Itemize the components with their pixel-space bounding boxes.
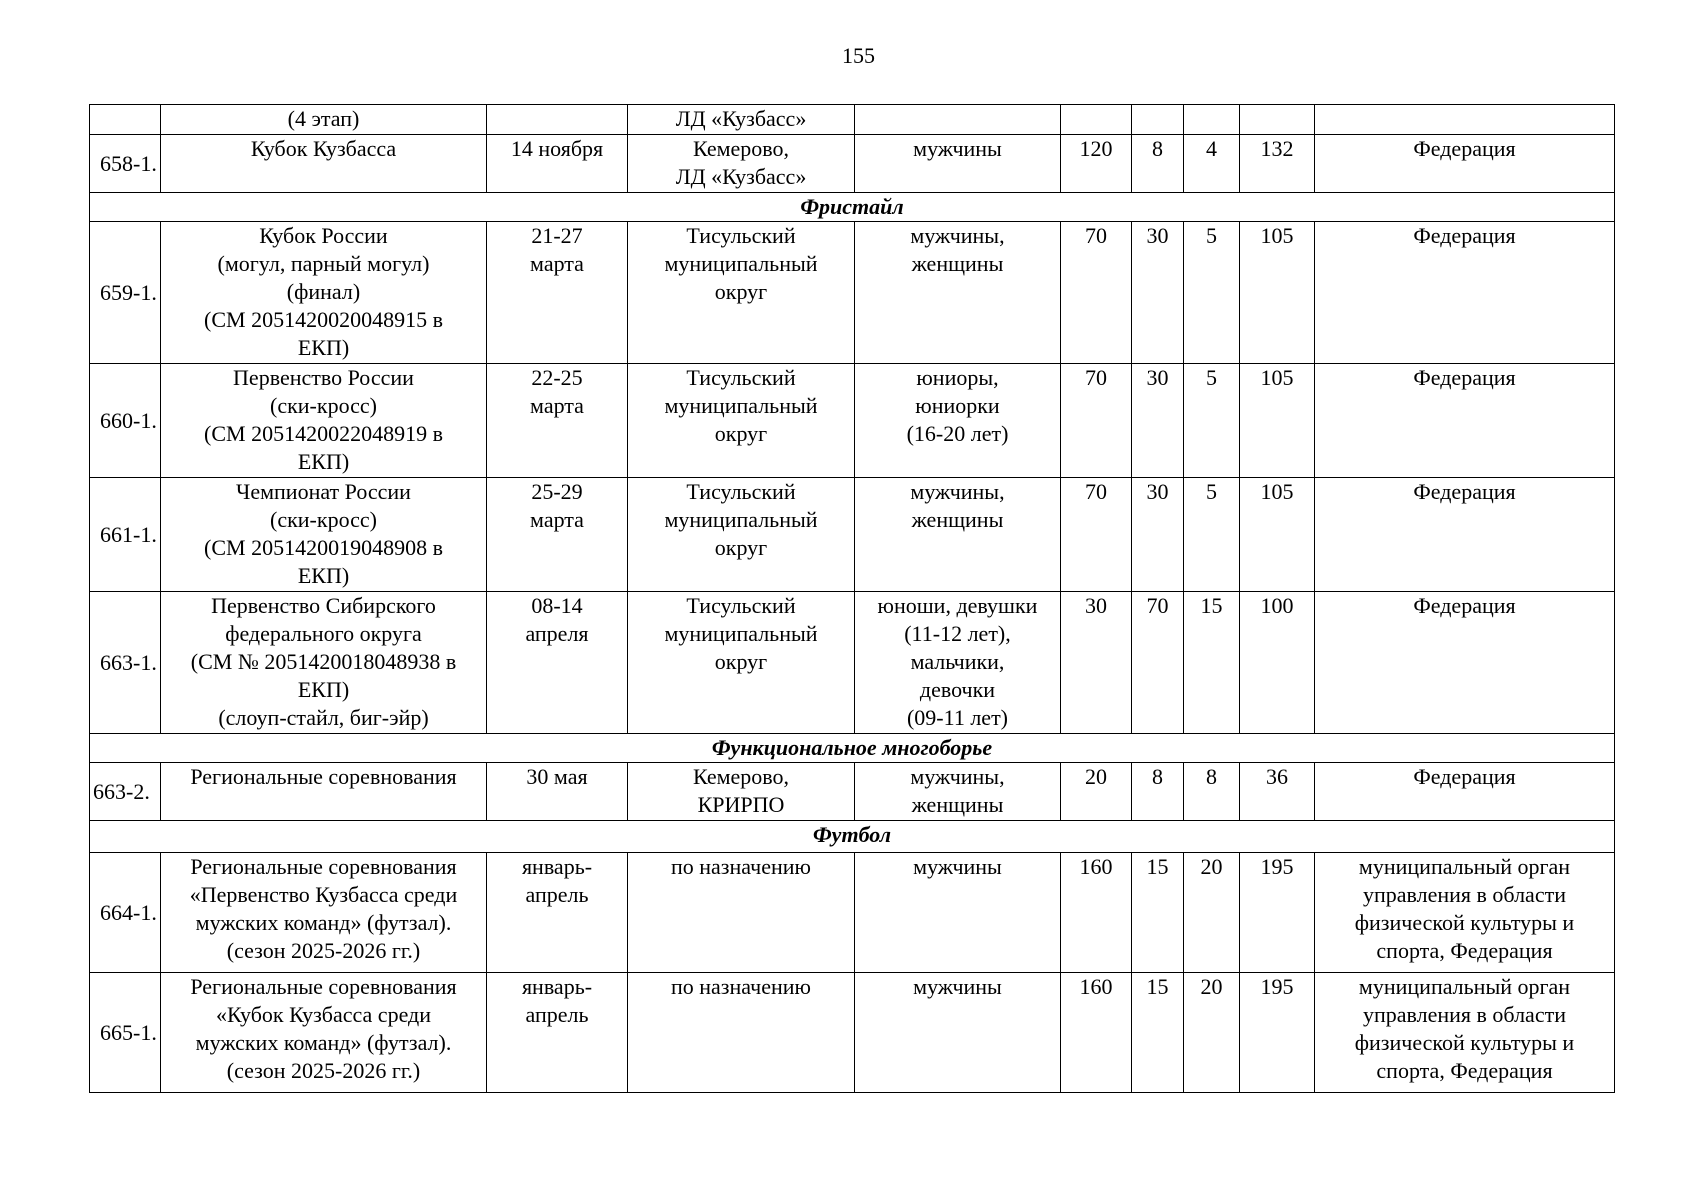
event-place-line: муниципальный [664, 251, 818, 276]
event-place-line: муниципальный [664, 621, 818, 646]
event-date-line: 14 ноября [510, 136, 604, 161]
event-date-line: марта [530, 251, 584, 276]
count-1: 160 [1061, 853, 1132, 973]
event-participants-line: мужчины, [910, 223, 1005, 248]
event-name-line: (СМ 2051420022048919 в [204, 421, 443, 446]
event-name [161, 135, 487, 193]
event-organizer-line: управления в области [1363, 882, 1566, 907]
event-participants-line: (16-20 лет) [906, 421, 1009, 446]
event-name-line: Кубок России [259, 223, 388, 248]
row-number [90, 105, 161, 135]
table-row [90, 853, 1615, 973]
event-name-line: Региональные соревнования [190, 974, 457, 999]
count-2: 15 [1132, 973, 1184, 1093]
event-organizer [1315, 973, 1615, 1093]
event-date-line: январь- [521, 974, 593, 999]
event-name-line: ЕКП) [297, 677, 350, 702]
event-organizer [1315, 364, 1615, 478]
event-place-line: Тисульский [686, 365, 796, 390]
event-name-line: Региональные соревнования [190, 854, 457, 879]
event-date [487, 853, 628, 973]
section-title: Фристайл [90, 193, 1615, 222]
count-total: 105 [1240, 478, 1315, 592]
table-row [90, 222, 1615, 364]
event-name-line: ЕКП) [297, 335, 350, 360]
event-name-line: (4 этап) [287, 106, 360, 131]
event-date-line: 30 мая [526, 764, 588, 789]
section-row [90, 821, 1615, 853]
event-name-line: «Первенство Кузбасса среди [189, 882, 458, 907]
event-participants-line: (11-12 лет), [904, 621, 1011, 646]
row-number: 664-1. [90, 853, 161, 973]
count-total: 195 [1240, 973, 1315, 1093]
count-total: 132 [1240, 135, 1315, 193]
event-date [487, 105, 628, 135]
event-participants-line: (09-11 лет) [906, 705, 1009, 730]
event-date-line: 22-25 [531, 365, 583, 390]
event-participants [855, 592, 1061, 734]
event-name-line: (слоуп-стайл, биг-эйр) [218, 705, 429, 730]
count-1: 70 [1061, 364, 1132, 478]
count-3: 15 [1184, 592, 1240, 734]
event-name-line: Кубок Кузбасса [250, 136, 397, 161]
event-participants-line: юноши, девушки [877, 593, 1038, 618]
event-organizer [1315, 222, 1615, 364]
events-table [89, 104, 1615, 1093]
event-name-line: «Кубок Кузбасса среди [215, 1002, 432, 1027]
event-participants [855, 222, 1061, 364]
count-2: 8 [1132, 763, 1184, 821]
event-participants-line: юниоры, [916, 365, 999, 390]
section-title: Функциональное многоборье [90, 734, 1615, 763]
event-name [161, 222, 487, 364]
table-row [90, 135, 1615, 193]
event-date [487, 973, 628, 1093]
event-place [628, 135, 855, 193]
event-date [487, 135, 628, 193]
event-place [628, 364, 855, 478]
table-row [90, 478, 1615, 592]
count-3 [1184, 105, 1240, 135]
event-name [161, 105, 487, 135]
section-row [90, 193, 1615, 222]
event-place [628, 222, 855, 364]
row-number: 665-1. [90, 973, 161, 1093]
event-place-line: муниципальный [664, 393, 818, 418]
event-organizer-line: Федерация [1413, 479, 1516, 504]
event-place-line: КРИРПО [697, 792, 785, 817]
event-place-line: ЛД «Кузбасс» [675, 164, 807, 189]
count-3: 4 [1184, 135, 1240, 193]
event-participants [855, 763, 1061, 821]
row-number: 661-1. [90, 478, 161, 592]
event-date-line: марта [530, 507, 584, 532]
event-participants-line: мужчины [913, 854, 1002, 879]
event-name-line: Первенство России [233, 365, 414, 390]
count-total [1240, 105, 1315, 135]
count-1: 120 [1061, 135, 1132, 193]
table-row [90, 105, 1615, 135]
event-name-line: мужских команд» (футзал). [195, 910, 452, 935]
event-date-line: январь- [521, 854, 593, 879]
count-2 [1132, 105, 1184, 135]
event-name-line: Чемпионат России [236, 479, 411, 504]
event-date [487, 478, 628, 592]
event-place-line: Тисульский [686, 479, 796, 504]
count-3: 5 [1184, 364, 1240, 478]
event-name-line: ЕКП) [297, 449, 350, 474]
row-number: 659-1. [90, 222, 161, 364]
event-name-line: мужских команд» (футзал). [195, 1030, 452, 1055]
event-place [628, 763, 855, 821]
event-organizer [1315, 135, 1615, 193]
event-place-line: Кемерово, [692, 764, 790, 789]
count-1: 70 [1061, 222, 1132, 364]
event-name-line: (ски-кросс) [270, 393, 377, 418]
row-number: 663-1. [90, 592, 161, 734]
event-organizer-line: Федерация [1413, 223, 1516, 248]
event-participants-line: мальчики, [910, 649, 1005, 674]
count-3: 5 [1184, 478, 1240, 592]
event-participants [855, 364, 1061, 478]
event-name-line: (сезон 2025-2026 гг.) [226, 938, 421, 963]
event-participants-line: девочки [919, 677, 996, 702]
event-date-line: 21-27 [531, 223, 583, 248]
event-name-line: (финал) [286, 279, 361, 304]
event-date-line: апрель [525, 1002, 589, 1027]
event-organizer-line: спорта, Федерация [1376, 1058, 1553, 1083]
count-3: 5 [1184, 222, 1240, 364]
event-date [487, 222, 628, 364]
row-number: 660-1. [90, 364, 161, 478]
event-place [628, 973, 855, 1093]
event-participants-line: женщины [911, 507, 1004, 532]
event-organizer-line: муниципальный орган [1358, 974, 1571, 999]
event-name [161, 364, 487, 478]
count-2: 30 [1132, 364, 1184, 478]
event-name-line: (сезон 2025-2026 гг.) [226, 1058, 421, 1083]
event-organizer-line: управления в области [1363, 1002, 1566, 1027]
event-participants-line: женщины [911, 251, 1004, 276]
event-place-line: муниципальный [664, 507, 818, 532]
event-organizer [1315, 763, 1615, 821]
event-participants [855, 973, 1061, 1093]
event-place-line: по назначению [671, 854, 811, 879]
event-place-line: округ [714, 421, 768, 446]
event-participants-line: женщины [911, 792, 1004, 817]
table-row [90, 364, 1615, 478]
event-name-line: (СМ № 2051420018048938 в [190, 649, 457, 674]
event-participants-line: мужчины, [910, 479, 1005, 504]
event-participants-line: мужчины [913, 136, 1002, 161]
event-date-line: апрель [525, 882, 589, 907]
count-total: 36 [1240, 763, 1315, 821]
event-organizer-line: муниципальный орган [1358, 854, 1571, 879]
count-2: 30 [1132, 222, 1184, 364]
event-name [161, 478, 487, 592]
event-date-line: марта [530, 393, 584, 418]
event-name-line: федерального округа [225, 621, 422, 646]
event-place-line: по назначению [671, 974, 811, 999]
event-organizer-line: Федерация [1413, 136, 1516, 161]
event-date-line: 08-14 [531, 593, 583, 618]
count-3: 8 [1184, 763, 1240, 821]
count-total: 105 [1240, 364, 1315, 478]
event-name [161, 973, 487, 1093]
event-name-line: (могул, парный могул) [217, 251, 430, 276]
count-total: 195 [1240, 853, 1315, 973]
event-name-line: (ски-кросс) [270, 507, 377, 532]
count-1 [1061, 105, 1132, 135]
event-participants [855, 105, 1061, 135]
event-name-line: ЕКП) [297, 563, 350, 588]
count-3: 20 [1184, 973, 1240, 1093]
table-row [90, 592, 1615, 734]
count-1: 160 [1061, 973, 1132, 1093]
count-total: 100 [1240, 592, 1315, 734]
event-place-line: округ [714, 535, 768, 560]
event-organizer-line: спорта, Федерация [1376, 938, 1553, 963]
event-organizer-line: Федерация [1413, 764, 1516, 789]
page-number: 155 [842, 43, 875, 68]
event-name [161, 763, 487, 821]
count-2: 30 [1132, 478, 1184, 592]
event-name-line: Региональные соревнования [190, 764, 457, 789]
section-row [90, 734, 1615, 763]
row-number: 663-2. [90, 763, 161, 821]
event-participants-line: мужчины, [910, 764, 1005, 789]
event-participants-line: мужчины [913, 974, 1002, 999]
event-organizer [1315, 478, 1615, 592]
event-name-line: (СМ 2051420020048915 в [204, 307, 443, 332]
event-participants-line: юниорки [915, 393, 1000, 418]
event-place-line: округ [714, 649, 768, 674]
event-name-line: Первенство Сибирского [211, 593, 436, 618]
event-date [487, 763, 628, 821]
event-name [161, 592, 487, 734]
event-organizer [1315, 853, 1615, 973]
event-date [487, 592, 628, 734]
event-participants [855, 135, 1061, 193]
event-place-line: Тисульский [686, 223, 796, 248]
table-row [90, 973, 1615, 1093]
event-date [487, 364, 628, 478]
event-name-line: (СМ 2051420019048908 в [204, 535, 443, 560]
event-place-line: Тисульский [686, 593, 796, 618]
event-place [628, 105, 855, 135]
event-participants [855, 478, 1061, 592]
count-2: 8 [1132, 135, 1184, 193]
event-date-line: 25-29 [531, 479, 583, 504]
event-place [628, 478, 855, 592]
count-total: 105 [1240, 222, 1315, 364]
count-1: 70 [1061, 478, 1132, 592]
count-2: 15 [1132, 853, 1184, 973]
event-organizer [1315, 592, 1615, 734]
event-date-line: апреля [525, 621, 589, 646]
section-title: Футбол [90, 821, 1615, 853]
event-organizer-line: физической культуры и [1354, 910, 1575, 935]
event-organizer-line: Федерация [1413, 365, 1516, 390]
event-place-line: ЛД «Кузбасс» [675, 106, 807, 131]
event-place-line: Кемерово, [692, 136, 790, 161]
count-3: 20 [1184, 853, 1240, 973]
event-name [161, 853, 487, 973]
event-participants [855, 853, 1061, 973]
count-1: 20 [1061, 763, 1132, 821]
event-place [628, 853, 855, 973]
count-2: 70 [1132, 592, 1184, 734]
event-organizer-line: Федерация [1413, 593, 1516, 618]
count-1: 30 [1061, 592, 1132, 734]
row-number: 658-1. [90, 135, 161, 193]
event-organizer-line: физической культуры и [1354, 1030, 1575, 1055]
event-place [628, 592, 855, 734]
event-organizer [1315, 105, 1615, 135]
table-row [90, 763, 1615, 821]
event-place-line: округ [714, 279, 768, 304]
